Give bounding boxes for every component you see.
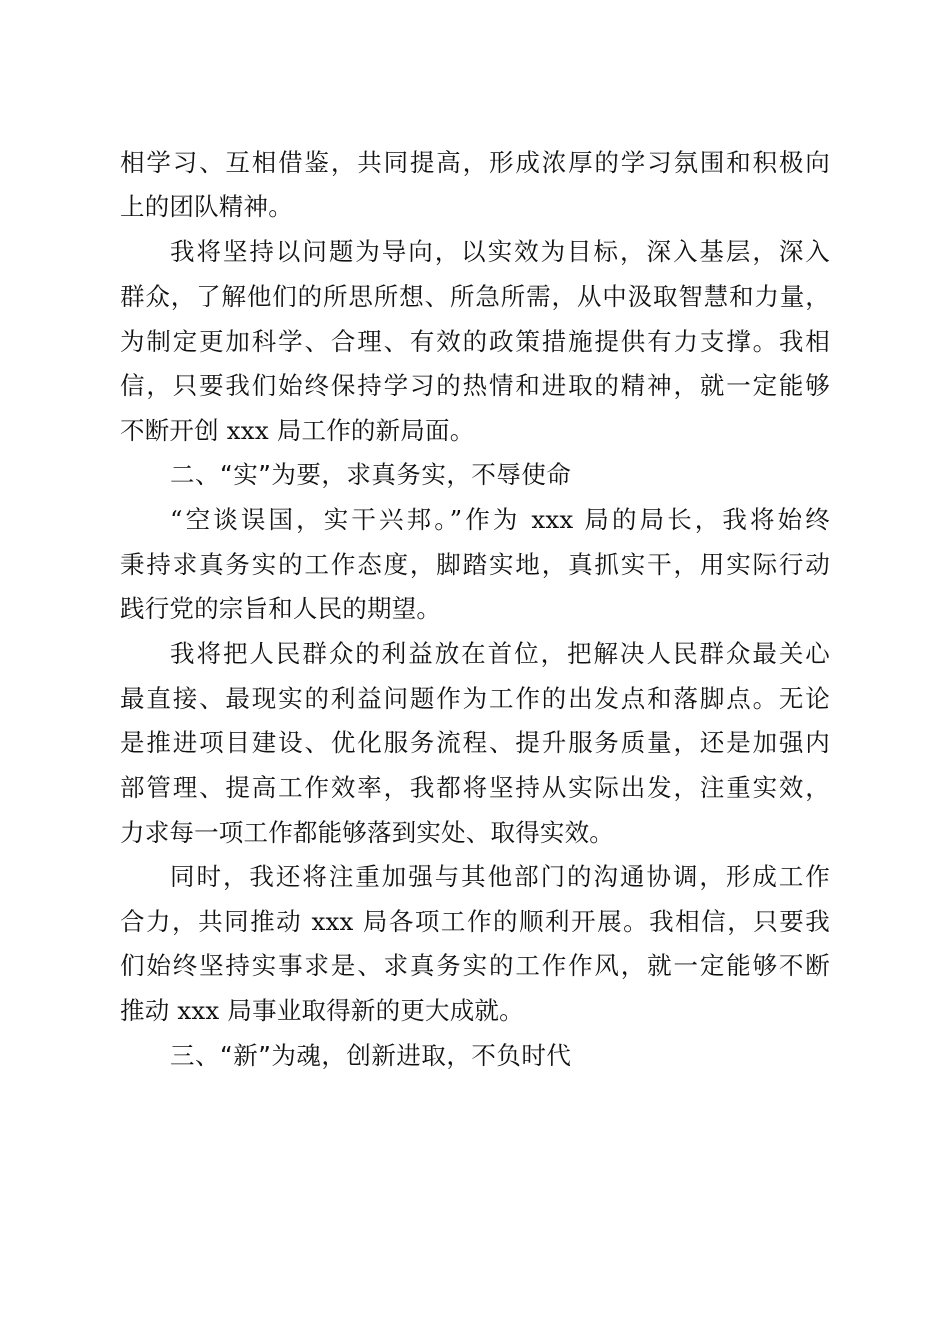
paragraph-line: 最直接、最现实的利益问题作为工作的出发点和落脚点。无论 (120, 684, 830, 713)
paragraph-line: 信，只要我们始终保持学习的热情和进取的精神，就一定能够 (120, 371, 830, 400)
paragraph-line: 部管理、提高工作效率，我都将坚持从实际出发，注重实效， (120, 773, 830, 802)
paragraph-line: 不断开创 xxx 局工作的新局面。 (120, 416, 475, 445)
paragraph-line: 合力，共同推动 xxx 局各项工作的顺利开展。我相信，只要我 (120, 907, 830, 936)
paragraph-line: 为制定更加科学、合理、有效的政策措施提供有力支撑。我相 (120, 327, 830, 356)
paragraph-line: 同时，我还将注重加强与其他部门的沟通协调，形成工作 (170, 862, 830, 891)
paragraph-line: 我将把人民群众的利益放在首位，把解决人民群众最关心 (170, 639, 830, 668)
paragraph-line: 是推进项目建设、优化服务流程、提升服务质量，还是加强内 (120, 728, 830, 757)
section-heading: 三、“新”为魂，创新进取，不负时代 (170, 1041, 572, 1070)
section-heading: 二、“实”为要，求真务实，不辱使命 (170, 460, 572, 489)
paragraph-line: 推动 xxx 局事业取得新的更大成就。 (120, 996, 524, 1025)
paragraph-line: 我将坚持以问题为导向，以实效为目标，深入基层，深入 (170, 237, 830, 266)
paragraph-line: 力求每一项工作都能够落到实处、取得实效。 (120, 818, 614, 847)
paragraph-line: 上的团队精神。 (120, 192, 293, 221)
paragraph-line: 践行党的宗旨和人民的期望。 (120, 594, 442, 623)
paragraph-line: 秉持求真务实的工作态度，脚踏实地，真抓实干，用实际行动 (120, 550, 830, 579)
paragraph-line: 相学习、互相借鉴，共同提高，形成浓厚的学习氛围和积极向 (120, 148, 830, 177)
paragraph-line: 群众，了解他们的所思所想、所急所需，从中汲取智慧和力量， (120, 282, 830, 311)
paragraph-line: “空谈误国，实干兴邦。”作为 xxx 局的局长，我将始终 (170, 505, 830, 534)
paragraph-line: 们始终坚持实事求是、求真务实的工作作风，就一定能够不断 (120, 951, 830, 980)
